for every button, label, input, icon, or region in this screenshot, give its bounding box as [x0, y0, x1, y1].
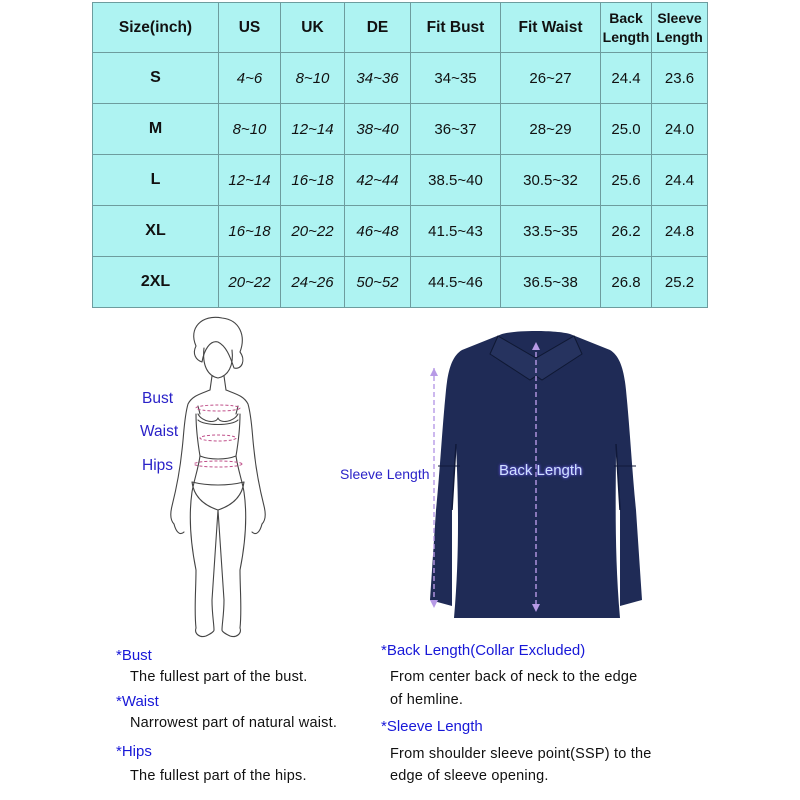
- desc-back-length-text-2: of hemline.: [390, 692, 464, 708]
- label-waist: Waist: [140, 423, 179, 440]
- cell-uk: 8~10: [281, 53, 345, 104]
- desc-sleeve-length-text-2: edge of sleeve opening.: [390, 768, 549, 784]
- table-row: [93, 257, 708, 308]
- cell-de: 46~48: [345, 206, 411, 257]
- cell-us: 16~18: [219, 206, 281, 257]
- body-figure-illustration: [130, 310, 300, 640]
- desc-waist-title: *Waist: [116, 693, 159, 710]
- cell-bust: 41.5~43: [411, 206, 501, 257]
- table-row: [93, 53, 708, 104]
- header-fit-waist: Fit Waist: [501, 3, 601, 53]
- header-back-length: Back Length: [601, 3, 652, 53]
- label-back-length: Back Length: [499, 462, 583, 479]
- cell-us: 8~10: [219, 104, 281, 155]
- cell-waist: 26~27: [501, 53, 601, 104]
- header-uk: UK: [281, 3, 345, 53]
- cell-uk: 12~14: [281, 104, 345, 155]
- cell-de: 50~52: [345, 257, 411, 308]
- cell-size: XL: [93, 206, 219, 257]
- cell-size: M: [93, 104, 219, 155]
- desc-hips-text: The fullest part of the hips.: [130, 768, 307, 784]
- cell-de: 42~44: [345, 155, 411, 206]
- cell-back: 25.0: [601, 104, 652, 155]
- desc-sleeve-length-title: *Sleeve Length: [381, 718, 483, 735]
- cell-sleeve: 25.2: [652, 257, 708, 308]
- cell-uk: 24~26: [281, 257, 345, 308]
- cell-sleeve: 24.4: [652, 155, 708, 206]
- cell-de: 34~36: [345, 53, 411, 104]
- label-sleeve-length: Sleeve Length: [340, 466, 430, 482]
- desc-bust-text: The fullest part of the bust.: [130, 669, 308, 685]
- cell-back: 26.8: [601, 257, 652, 308]
- table-row: [93, 155, 708, 206]
- header-de: DE: [345, 3, 411, 53]
- cell-bust: 36~37: [411, 104, 501, 155]
- cell-sleeve: 24.8: [652, 206, 708, 257]
- header-fit-bust: Fit Bust: [411, 3, 501, 53]
- cell-size: 2XL: [93, 257, 219, 308]
- cell-waist: 36.5~38: [501, 257, 601, 308]
- cell-sleeve: 24.0: [652, 104, 708, 155]
- desc-waist-text: Narrowest part of natural waist.: [130, 715, 338, 731]
- cell-us: 20~22: [219, 257, 281, 308]
- cell-us: 12~14: [219, 155, 281, 206]
- label-bust: Bust: [142, 390, 174, 407]
- desc-sleeve-length-text-1: From shoulder sleeve point(SSP) to the: [390, 746, 652, 762]
- table-row: [93, 206, 708, 257]
- desc-back-length-text-1: From center back of neck to the edge: [390, 669, 638, 685]
- cell-back: 24.4: [601, 53, 652, 104]
- cell-size: S: [93, 53, 219, 104]
- header-size: Size(inch): [93, 3, 219, 53]
- cell-de: 38~40: [345, 104, 411, 155]
- cell-waist: 28~29: [501, 104, 601, 155]
- table-row: [93, 104, 708, 155]
- cell-us: 4~6: [219, 53, 281, 104]
- desc-bust-title: *Bust: [116, 647, 152, 664]
- size-chart-table: [92, 2, 708, 308]
- cell-bust: 44.5~46: [411, 257, 501, 308]
- cell-sleeve: 23.6: [652, 53, 708, 104]
- header-us: US: [219, 3, 281, 53]
- desc-hips-title: *Hips: [116, 743, 152, 760]
- cell-uk: 20~22: [281, 206, 345, 257]
- cell-waist: 33.5~35: [501, 206, 601, 257]
- header-sleeve-length: Sleeve Length: [652, 3, 708, 53]
- cell-back: 26.2: [601, 206, 652, 257]
- cell-bust: 34~35: [411, 53, 501, 104]
- label-hips: Hips: [142, 457, 174, 474]
- cell-bust: 38.5~40: [411, 155, 501, 206]
- cell-waist: 30.5~32: [501, 155, 601, 206]
- cell-uk: 16~18: [281, 155, 345, 206]
- table-header-row: [93, 3, 708, 53]
- cell-back: 25.6: [601, 155, 652, 206]
- cell-size: L: [93, 155, 219, 206]
- desc-back-length-title: *Back Length(Collar Excluded): [381, 642, 586, 659]
